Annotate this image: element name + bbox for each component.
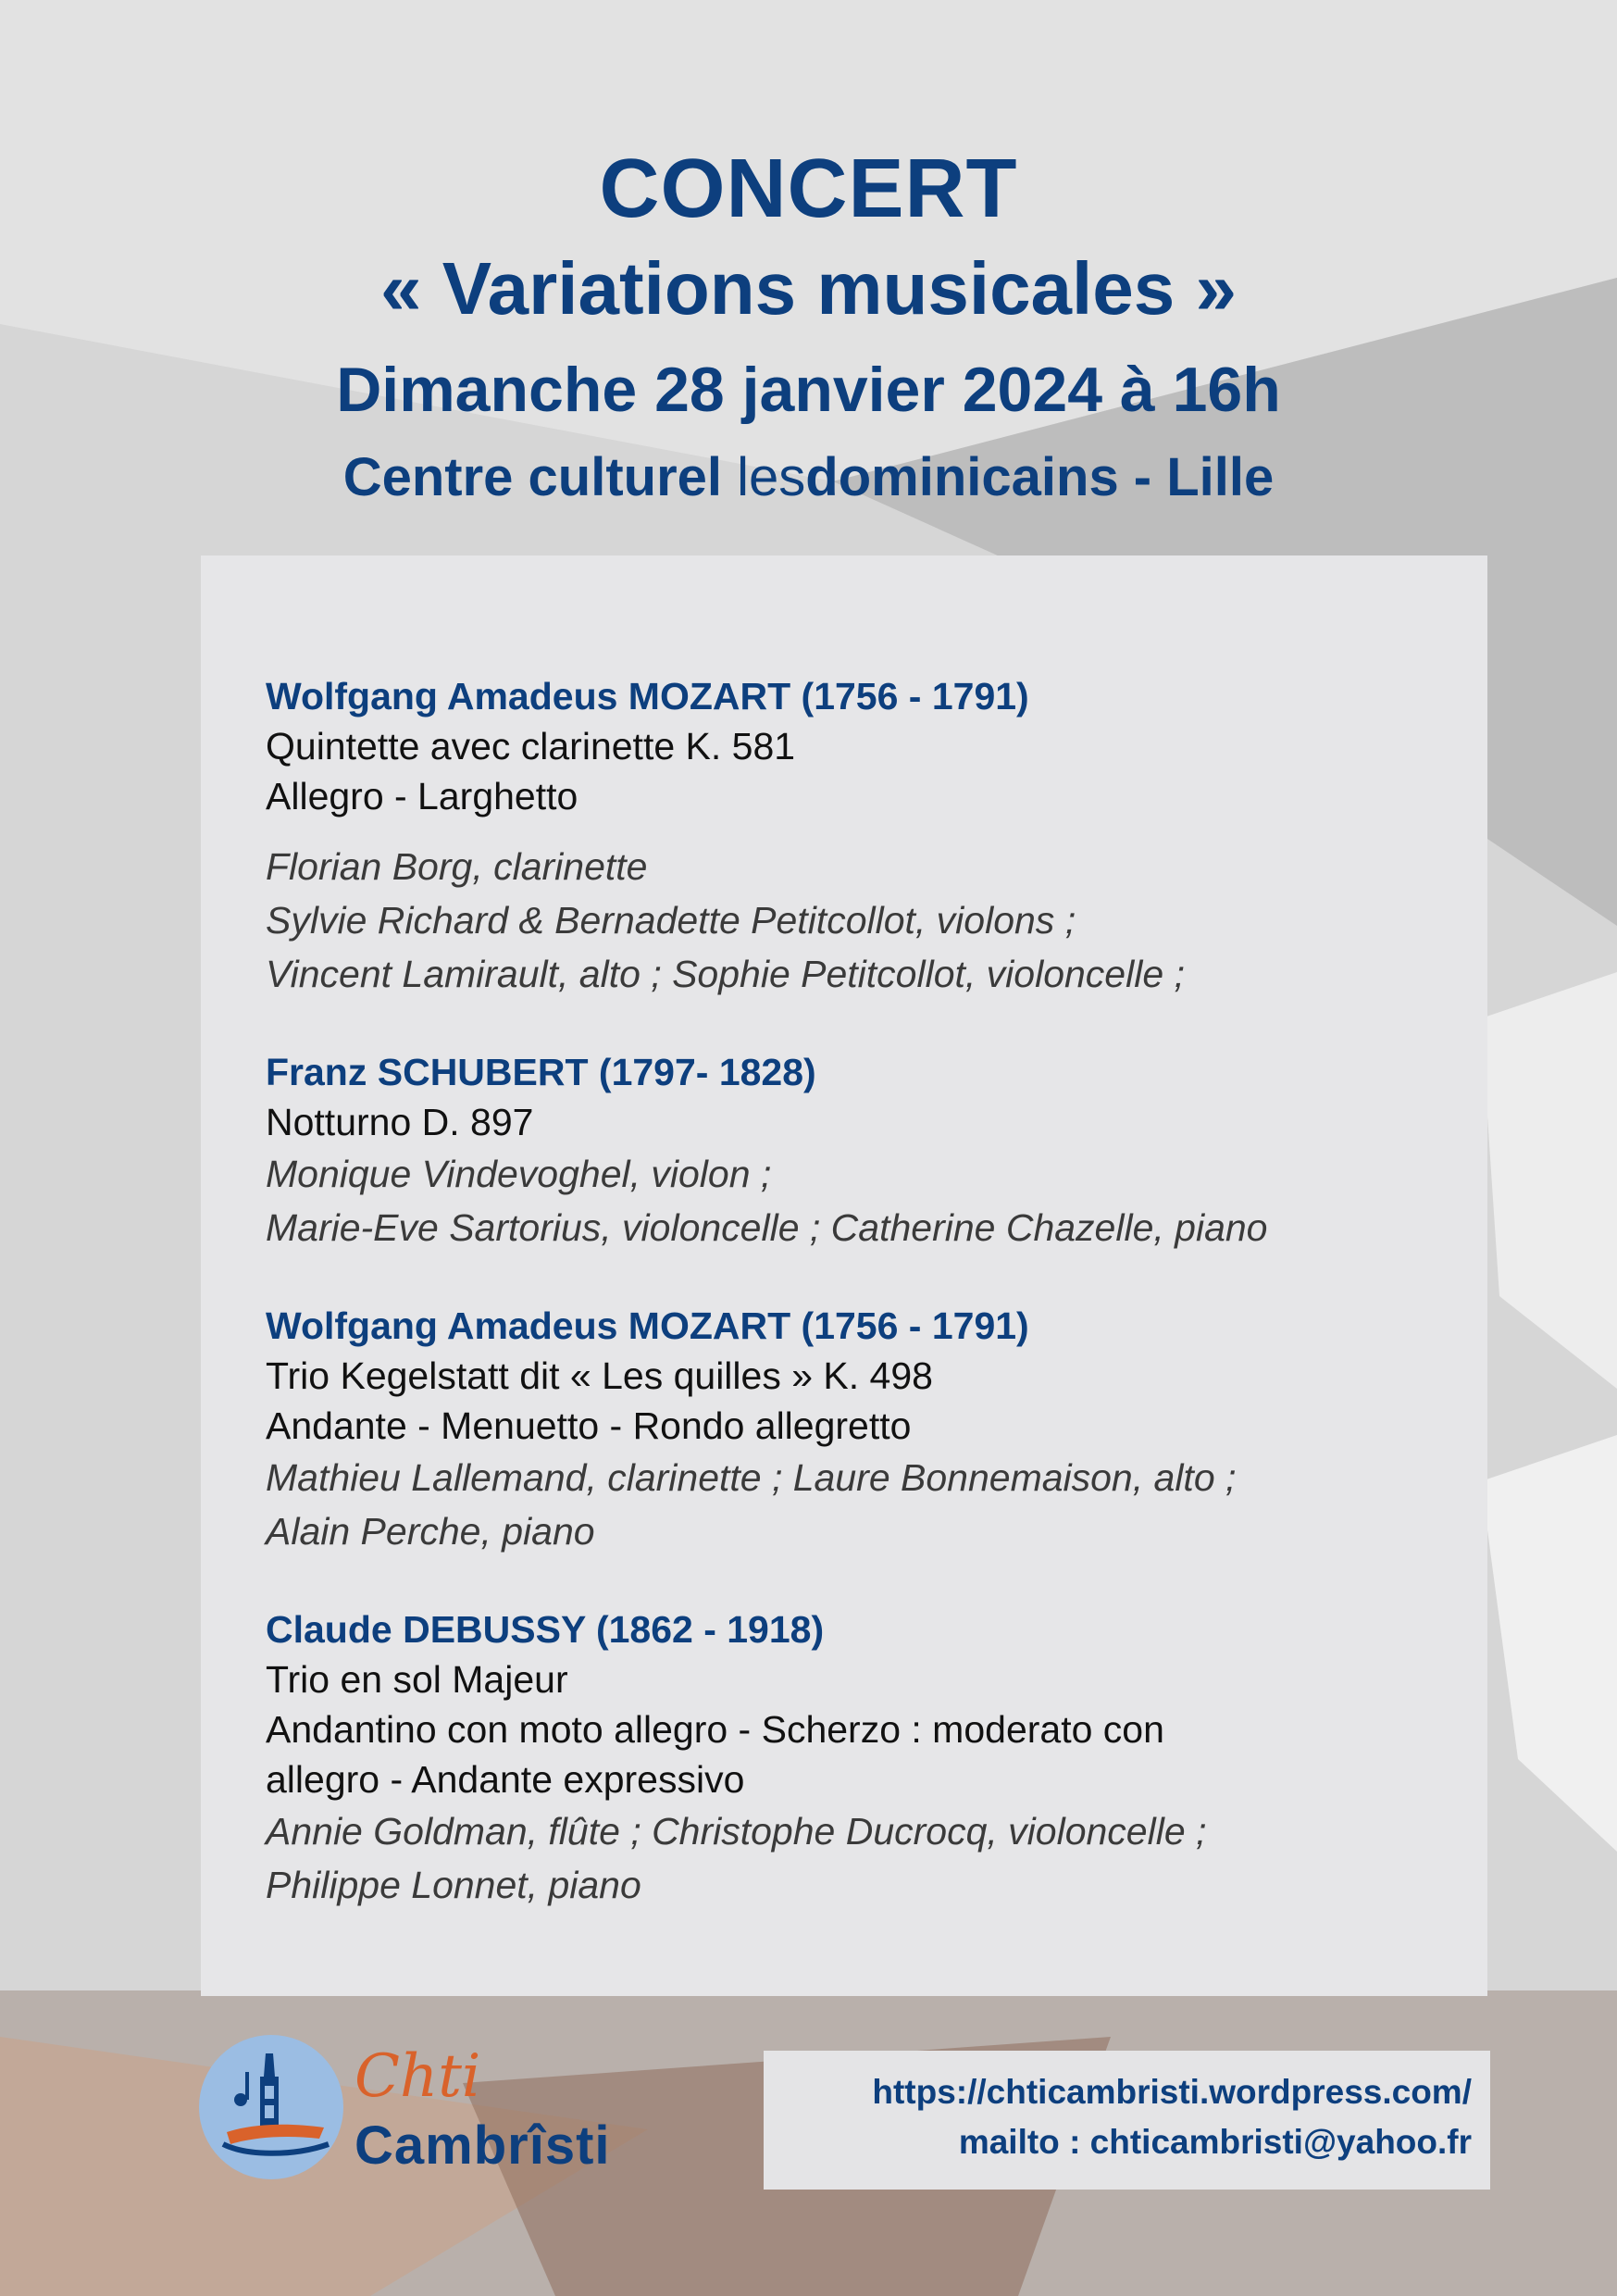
concert-header (0, 139, 1617, 515)
concert-venue (0, 441, 1617, 515)
logo-emblem (199, 2035, 343, 2179)
concert-title: CONCERT (599, 143, 1018, 235)
performer-line: Philippe Lonnet, piano (266, 1864, 641, 1906)
work-title: Trio Kegelstatt dit « Les quilles » K. 498 (266, 1354, 933, 1397)
composer-name: Franz SCHUBERT (1797- 1828) (266, 1051, 816, 1093)
venue-part-3: dominicains - Lille (805, 447, 1275, 507)
work-title: Trio en sol Majeur (266, 1658, 568, 1701)
email-link[interactable]: mailto : chticambristi@yahoo.fr (958, 2123, 1472, 2161)
program-item (266, 671, 1450, 1001)
website-link[interactable]: https://chticambristi.wordpress.com/ (872, 2073, 1472, 2111)
composer-name: Wolfgang Amadeus MOZART (1756 - 1791) (266, 1304, 1029, 1347)
work-title: Quintette avec clarinette K. 581 (266, 725, 796, 767)
concert-date: Dimanche 28 janvier 2024 à 16h (336, 355, 1281, 425)
performer-line: Vincent Lamirault, alto ; Sophie Petitcollot, violoncelle ; (266, 953, 1185, 995)
performer-line: Annie Goldman, flûte ; Christophe Ducrocq, violoncelle ; (266, 1810, 1207, 1853)
work-movements: allegro - Andante expressivo (266, 1758, 745, 1801)
contact-box (764, 2051, 1490, 2190)
work-title: Notturno D. 897 (266, 1101, 534, 1143)
program-item (266, 1604, 1450, 1912)
composer-name: Wolfgang Amadeus MOZART (1756 - 1791) (266, 675, 1029, 718)
logo-chti-text: Chti (354, 2042, 481, 2111)
venue-part-1: Centre culturel (342, 447, 738, 507)
logo-cambristi-text: Cambrîsti (354, 2115, 611, 2176)
program-card (201, 555, 1487, 1996)
composer-name: Claude DEBUSSY (1862 - 1918) (266, 1608, 825, 1651)
chti-cambristi-logo (199, 2028, 643, 2203)
performer-line: Monique Vindevoghel, violon ; (266, 1153, 772, 1195)
program-list (266, 671, 1450, 1912)
performer-line: Marie-Eve Sartorius, violoncelle ; Catherine Chazelle, piano (266, 1206, 1268, 1249)
performer-line: Sylvie Richard & Bernadette Petitcollot, violons ; (266, 899, 1076, 942)
venue-part-2: les (737, 447, 806, 507)
work-movements: Allegro - Larghetto (266, 775, 578, 817)
performer-line: Mathieu Lallemand, clarinette ; Laure Bonnemaison, alto ; (266, 1456, 1237, 1499)
performer-line: Florian Borg, clarinette (266, 845, 648, 888)
concert-subtitle: « Variations musicales » (380, 247, 1237, 330)
performer-line: Alain Perche, piano (266, 1510, 595, 1553)
program-item (266, 1301, 1450, 1558)
program-item (266, 1047, 1450, 1254)
work-movements: Andantino con moto allegro - Scherzo : moderato con (266, 1708, 1164, 1751)
work-movements: Andante - Menuetto - Rondo allegretto (266, 1404, 912, 1447)
